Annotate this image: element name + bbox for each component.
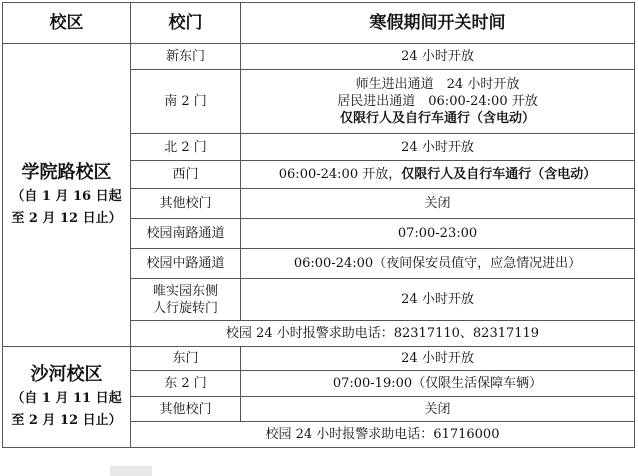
gate-name: 校园中路通道 — [131, 249, 241, 279]
gate-name: 东 2 门 — [131, 371, 241, 397]
gate-name: 新东门 — [131, 44, 241, 70]
header-hours: 寒假期间开关时间 — [241, 3, 635, 44]
gate-name-line: 人行旋转门 — [152, 300, 218, 316]
header-campus: 校区 — [3, 3, 131, 44]
gate-name: 其他校门 — [131, 189, 241, 219]
gate-hours: 07:00-19:00（仅限生活保障车辆） — [241, 371, 635, 397]
hours-line: 师生进出通道 24 小时开放 — [355, 77, 520, 92]
gate-hours: 06:00-24:00（夜间保安员值守，应急情况进出） — [241, 249, 635, 279]
campus-cell-xueyuanlu — [3, 44, 131, 347]
gate-hours: 关闭 — [241, 397, 635, 422]
alarm-phone: 校园 24 小时报警求助电话：82317110、82317119 — [131, 321, 635, 347]
alarm-phone: 校园 24 小时报警求助电话：61716000 — [131, 422, 635, 448]
header-row — [3, 3, 635, 44]
gate-hours: 07:00-23:00 — [241, 219, 635, 249]
footer-mark — [110, 466, 152, 476]
table-row — [3, 347, 635, 371]
gate-hours: 24 小时开放 — [241, 347, 635, 371]
gate-name: 西门 — [131, 161, 241, 189]
hours-restriction: 仅限行人及自行车通行（含电动） — [339, 111, 535, 126]
gate-hours: 24 小时开放 — [241, 44, 635, 70]
gate-hours: 24 小时开放 — [241, 279, 635, 321]
gate-name: 南 2 门 — [131, 70, 241, 134]
gate-schedule-table — [2, 2, 635, 448]
campus-name: 沙河校区 — [30, 364, 103, 385]
gate-name: 校园南路通道 — [131, 219, 241, 249]
gate-name: 其他校门 — [131, 397, 241, 422]
gate-name: 东门 — [131, 347, 241, 371]
gate-hours: 24 小时开放 — [241, 134, 635, 161]
gate-name-line: 唯实园东侧 — [152, 283, 218, 299]
hours-time: 06:00-24:00 开放， — [278, 167, 402, 182]
hours-line: 居民进出通道 06:00-24:00 开放 — [337, 94, 538, 109]
campus-period-line1: （自 1 月 16 日起 — [11, 189, 122, 204]
campus-period-line2: 至 2 月 12 日止） — [11, 211, 122, 226]
campus-period-line2: 至 2 月 12 日止） — [11, 413, 122, 428]
hours-restriction: 仅限行人及自行车通行（含电动） — [401, 167, 597, 182]
campus-name: 学院路校区 — [21, 162, 112, 183]
table-row — [3, 44, 635, 70]
gate-hours: 关闭 — [241, 189, 635, 219]
gate-hours — [241, 70, 635, 134]
gate-name — [131, 279, 241, 321]
header-gate: 校门 — [131, 3, 241, 44]
campus-cell-shahe — [3, 347, 131, 448]
gate-name: 北 2 门 — [131, 134, 241, 161]
gate-hours — [241, 161, 635, 189]
campus-period-line1: （自 1 月 11 日起 — [11, 391, 122, 406]
